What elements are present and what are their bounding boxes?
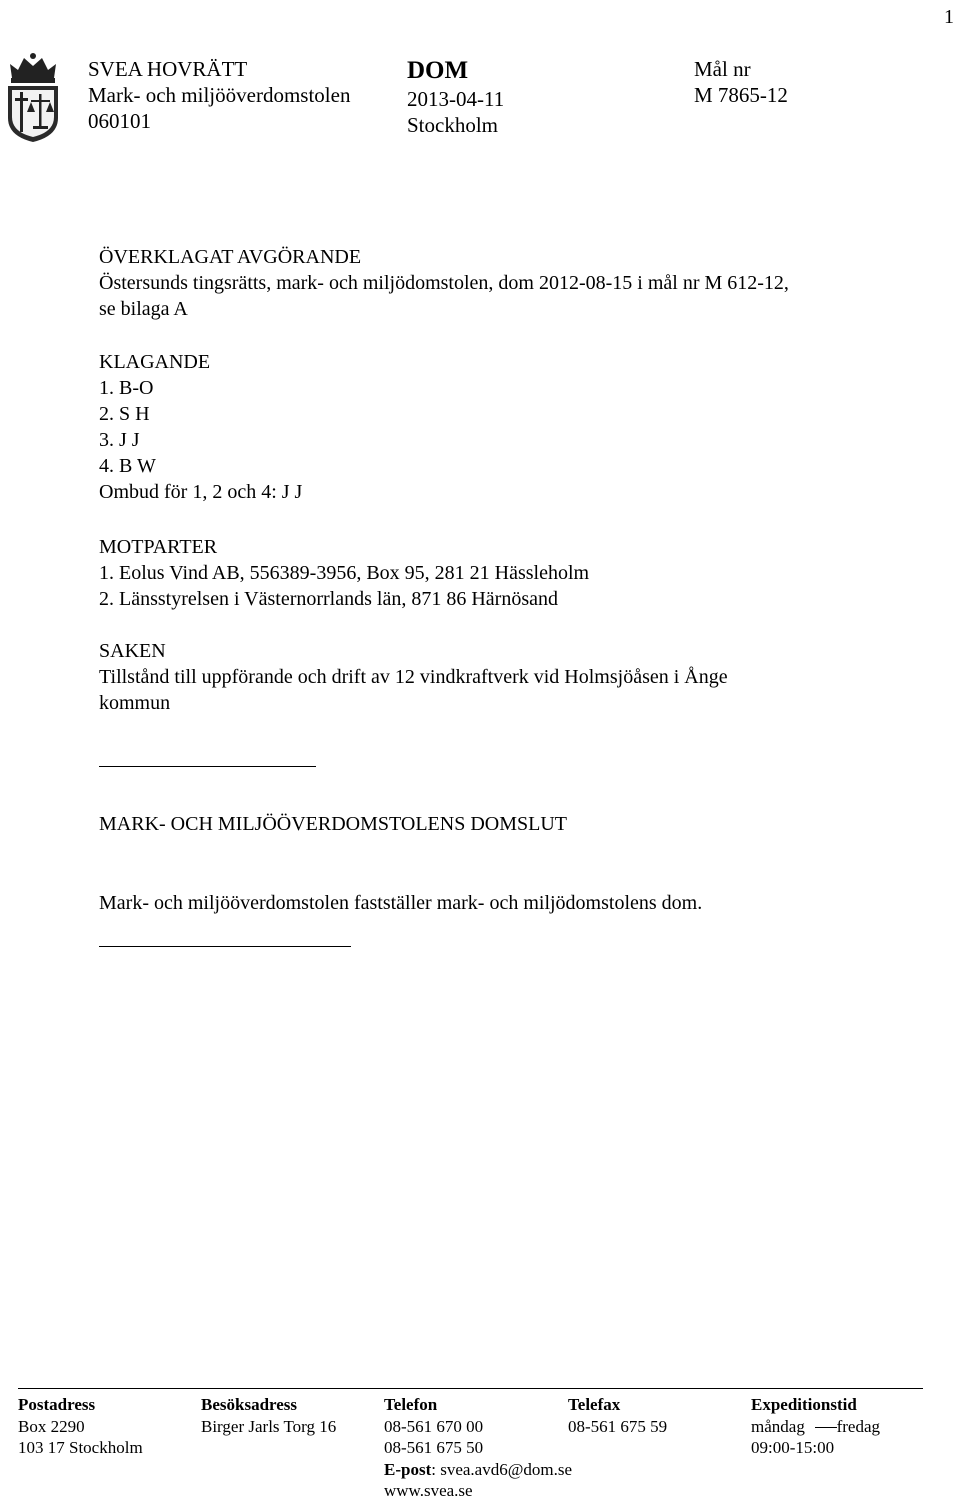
- matter-section: [99, 638, 728, 716]
- page-number: 1: [944, 6, 954, 28]
- footer-website[interactable]: www.svea.se: [384, 1481, 473, 1500]
- footer-value: 08-561 670 00: [384, 1416, 484, 1436]
- ruling-text: Mark- och miljööverdomstolen fastställer mark- och miljödomstolens dom.: [99, 892, 703, 914]
- respondents-section: [99, 534, 589, 612]
- court-name: SVEA HOVRÄTT: [88, 57, 248, 81]
- section-heading: ÖVERKLAGAT AVGÖRANDE: [99, 246, 362, 268]
- footer-label: Telefon: [384, 1395, 438, 1414]
- footer-email-label: E-post: [384, 1459, 432, 1479]
- header-left: [88, 56, 350, 134]
- appealed-text-line: Östersunds tingsrätts, mark- och miljödomstolen, dom 2012-08-15 i mål nr M 612-12,: [99, 272, 789, 294]
- footer: [18, 1394, 923, 1499]
- footer-days-from: måndag: [751, 1416, 805, 1436]
- divider-line: [99, 766, 316, 767]
- division-name: Mark- och miljööverdomstolen: [88, 83, 351, 107]
- footer-hours-days: [751, 1416, 879, 1438]
- respondent-item: 2. Länsstyrelsen i Västernorrlands län, 871 86 Härnösand: [99, 588, 558, 610]
- dash-icon: [815, 1427, 837, 1428]
- appealed-section: [99, 244, 789, 322]
- appellant-item: 1. B-O: [99, 377, 154, 399]
- court-coat-of-arms-icon: [2, 52, 64, 144]
- document-date: 2013-04-11: [407, 87, 505, 111]
- appealed-text-line: se bilaga A: [99, 298, 188, 320]
- header-right: [694, 56, 788, 108]
- matter-text-line: Tillstånd till uppförande och drift av 12 vindkraftverk vid Holmsjöåsen i Ånge: [99, 666, 728, 688]
- section-heading: SAKEN: [99, 640, 166, 662]
- matter-text-line: kommun: [99, 692, 171, 714]
- appellant-item: 2. S H: [99, 403, 150, 425]
- footer-value: Box 2290: [18, 1416, 85, 1436]
- ruling-heading: MARK- OCH MILJÖÖVERDOMSTOLENS DOMSLUT: [99, 813, 567, 835]
- appellant-item: 3. J J: [99, 429, 140, 451]
- section-heading: MOTPARTER: [99, 536, 218, 558]
- footer-fax: [568, 1394, 667, 1437]
- footer-value: 09:00-15:00: [751, 1438, 835, 1457]
- case-label: Mål nr: [694, 57, 751, 81]
- respondent-item: 1. Eolus Vind AB, 556389-3956, Box 95, 281 21 Hässleholm: [99, 562, 590, 584]
- document-place: Stockholm: [407, 113, 499, 137]
- footer-rule: [18, 1388, 923, 1389]
- document-type: DOM: [407, 57, 469, 84]
- appellants-section: [99, 349, 302, 505]
- appellant-item: 4. B W: [99, 455, 156, 477]
- unit-number: 060101: [88, 109, 151, 133]
- representative-text: Ombud för 1, 2 och 4: J J: [99, 481, 303, 503]
- footer-phone: [384, 1394, 572, 1502]
- footer-email-address[interactable]: : svea.avd6@dom.se: [431, 1459, 572, 1479]
- header-center: [407, 56, 504, 138]
- footer-postal: [18, 1394, 143, 1459]
- footer-email: [384, 1459, 572, 1481]
- footer-days-to: fredag: [836, 1416, 880, 1436]
- footer-label: Expeditionstid: [751, 1395, 857, 1414]
- case-number: M 7865-12: [694, 83, 788, 107]
- footer-value: 08-561 675 59: [568, 1416, 668, 1436]
- footer-value: 08-561 675 50: [384, 1438, 484, 1457]
- footer-hours: [751, 1394, 879, 1459]
- divider-line: [99, 946, 351, 947]
- footer-value: Birger Jarls Torg 16: [201, 1416, 337, 1436]
- footer-value: 103 17 Stockholm: [18, 1438, 143, 1457]
- footer-label: Postadress: [18, 1395, 96, 1414]
- footer-label: Telefax: [568, 1395, 621, 1414]
- section-heading: KLAGANDE: [99, 351, 211, 373]
- footer-label: Besöksadress: [201, 1395, 298, 1414]
- footer-visit: [201, 1394, 336, 1437]
